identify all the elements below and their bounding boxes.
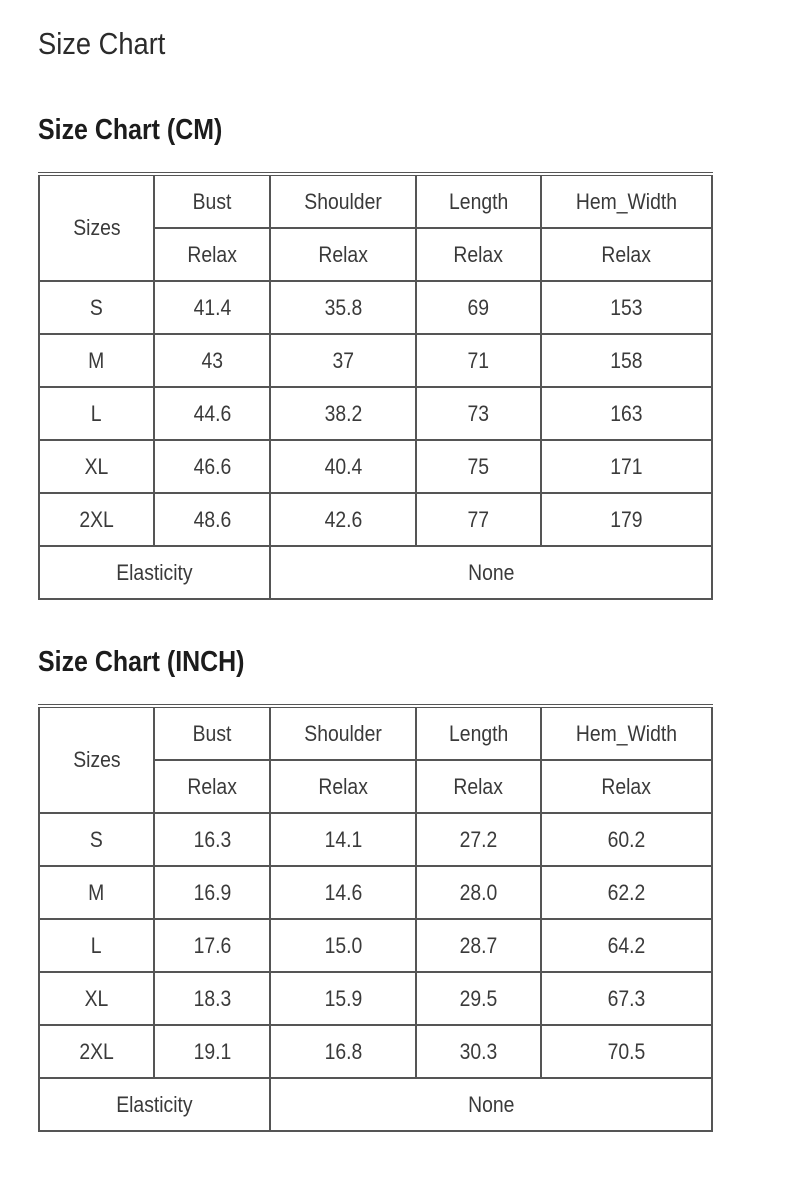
size-cell <box>39 281 154 334</box>
value-text: 179 <box>610 506 643 532</box>
table-row <box>39 334 712 387</box>
value-cell <box>541 440 712 493</box>
table-row <box>39 493 712 546</box>
value-cell <box>270 919 416 972</box>
value-cell <box>541 1025 712 1078</box>
size-label: XL <box>84 453 109 479</box>
value-text: 70.5 <box>607 1038 646 1064</box>
value-cell <box>270 493 416 546</box>
column-header-shoulder <box>270 174 416 228</box>
value-cell <box>541 281 712 334</box>
table-row <box>39 866 712 919</box>
page-title: Size Chart <box>38 26 166 61</box>
value-cell <box>154 440 270 493</box>
value-text: 44.6 <box>193 400 231 426</box>
value-text: 153 <box>610 294 643 320</box>
size-label: S <box>90 826 103 852</box>
fit-cell <box>416 228 541 281</box>
value-cell <box>541 813 712 866</box>
elasticity-label: Elasticity <box>116 1091 193 1117</box>
value-cell <box>416 1025 541 1078</box>
value-text: 15.0 <box>324 932 362 958</box>
value-text: 75 <box>467 453 490 479</box>
size-label: S <box>90 294 103 320</box>
sizes-header-cell <box>39 174 154 281</box>
fit-label: Relax <box>187 773 237 799</box>
fit-label: Relax <box>601 773 652 799</box>
size-cell <box>39 493 154 546</box>
value-text: 14.6 <box>324 879 362 905</box>
value-text: 29.5 <box>459 985 498 1011</box>
value-text: 163 <box>610 400 643 426</box>
value-cell <box>270 972 416 1025</box>
column-header-label: Length <box>448 188 509 214</box>
value-cell <box>270 1025 416 1078</box>
value-cell <box>154 387 270 440</box>
column-header-label: Hem_Width <box>575 188 678 214</box>
value-cell <box>270 813 416 866</box>
value-text: 19.1 <box>193 1038 231 1064</box>
value-text: 62.2 <box>607 879 646 905</box>
value-cell <box>541 866 712 919</box>
size-cell <box>39 387 154 440</box>
value-cell <box>541 387 712 440</box>
elasticity-value-cell <box>270 546 712 599</box>
elasticity-value: None <box>467 559 515 585</box>
column-header-shoulder <box>270 706 416 760</box>
table-row <box>39 440 712 493</box>
value-cell <box>154 866 270 919</box>
column-header-length <box>416 174 541 228</box>
column-header-label: Hem_Width <box>575 720 678 746</box>
value-cell <box>154 281 270 334</box>
column-header-label: Shoulder <box>304 720 382 746</box>
column-header-hem-width <box>541 706 712 760</box>
column-header-hem-width <box>541 174 712 228</box>
fit-label: Relax <box>318 241 368 267</box>
fit-cell <box>541 228 712 281</box>
value-text: 64.2 <box>607 932 646 958</box>
elasticity-label-cell <box>39 546 270 599</box>
fit-label: Relax <box>318 773 368 799</box>
column-header-label: Shoulder <box>304 188 382 214</box>
fit-label: Relax <box>453 241 504 267</box>
value-cell <box>154 813 270 866</box>
value-cell <box>416 919 541 972</box>
value-text: 16.3 <box>193 826 231 852</box>
size-chart-inch-heading: Size Chart (INCH) <box>38 646 245 678</box>
value-cell <box>270 334 416 387</box>
size-cell <box>39 334 154 387</box>
value-text: 171 <box>610 453 643 479</box>
size-cell <box>39 813 154 866</box>
value-cell <box>416 281 541 334</box>
value-cell <box>541 334 712 387</box>
header-row <box>39 706 712 760</box>
size-label: XL <box>84 985 109 1011</box>
value-cell <box>154 334 270 387</box>
table-row <box>39 281 712 334</box>
sizes-header: Sizes <box>72 747 121 772</box>
fit-cell <box>541 760 712 813</box>
column-header-bust <box>154 706 270 760</box>
size-chart-cm-table <box>38 172 713 600</box>
value-text: 17.6 <box>193 932 231 958</box>
value-text: 67.3 <box>607 985 646 1011</box>
value-cell <box>416 334 541 387</box>
elasticity-label: Elasticity <box>116 559 193 585</box>
value-text: 35.8 <box>324 294 362 320</box>
fit-cell <box>154 760 270 813</box>
value-text: 71 <box>467 347 490 373</box>
elasticity-label-cell <box>39 1078 270 1131</box>
value-text: 77 <box>467 506 490 532</box>
size-cell <box>39 1025 154 1078</box>
value-text: 27.2 <box>459 826 498 852</box>
value-text: 40.4 <box>324 453 362 479</box>
column-header-label: Bust <box>192 720 232 746</box>
value-cell <box>270 866 416 919</box>
column-header-length <box>416 706 541 760</box>
value-cell <box>154 972 270 1025</box>
fit-cell <box>416 760 541 813</box>
value-text: 42.6 <box>324 506 362 532</box>
value-cell <box>154 919 270 972</box>
value-text: 37 <box>332 347 354 373</box>
fit-label: Relax <box>187 241 237 267</box>
table-row <box>39 919 712 972</box>
value-text: 18.3 <box>193 985 231 1011</box>
size-label: 2XL <box>79 1038 114 1064</box>
value-text: 60.2 <box>607 826 646 852</box>
value-text: 38.2 <box>324 400 362 426</box>
value-cell <box>416 387 541 440</box>
value-cell <box>541 919 712 972</box>
value-text: 73 <box>467 400 490 426</box>
sizes-header-cell <box>39 706 154 813</box>
table-row <box>39 1025 712 1078</box>
value-cell <box>541 972 712 1025</box>
size-label: L <box>91 932 102 958</box>
value-text: 43 <box>201 347 223 373</box>
size-label: M <box>88 347 105 373</box>
value-cell <box>416 493 541 546</box>
fit-label: Relax <box>453 773 504 799</box>
value-text: 16.8 <box>324 1038 362 1064</box>
fit-cell <box>270 760 416 813</box>
column-header-bust <box>154 174 270 228</box>
value-text: 28.7 <box>459 932 498 958</box>
value-cell <box>154 493 270 546</box>
column-header-label: Length <box>448 720 509 746</box>
elasticity-value-cell <box>270 1078 712 1131</box>
sizes-header: Sizes <box>72 215 121 240</box>
size-cell <box>39 440 154 493</box>
value-cell <box>154 1025 270 1078</box>
size-label: M <box>88 879 105 905</box>
fit-cell <box>270 228 416 281</box>
table-row <box>39 972 712 1025</box>
value-cell <box>541 493 712 546</box>
value-text: 15.9 <box>324 985 362 1011</box>
column-header-label: Bust <box>192 188 232 214</box>
value-text: 14.1 <box>324 826 362 852</box>
table-row <box>39 813 712 866</box>
value-text: 158 <box>610 347 643 373</box>
size-chart-cm-heading: Size Chart (CM) <box>38 114 223 146</box>
value-cell <box>416 440 541 493</box>
value-text: 30.3 <box>459 1038 498 1064</box>
size-cell <box>39 972 154 1025</box>
size-label: L <box>91 400 102 426</box>
table-row <box>39 387 712 440</box>
size-chart-inch-table <box>38 704 713 1132</box>
size-cell <box>39 866 154 919</box>
value-cell <box>416 866 541 919</box>
value-cell <box>416 972 541 1025</box>
value-cell <box>270 281 416 334</box>
value-cell <box>416 813 541 866</box>
value-text: 46.6 <box>193 453 231 479</box>
value-text: 48.6 <box>193 506 231 532</box>
size-cell <box>39 919 154 972</box>
value-text: 69 <box>467 294 490 320</box>
value-cell <box>270 387 416 440</box>
value-text: 41.4 <box>193 294 231 320</box>
header-row <box>39 174 712 228</box>
value-text: 28.0 <box>459 879 498 905</box>
value-text: 16.9 <box>193 879 231 905</box>
size-label: 2XL <box>79 506 114 532</box>
elasticity-value: None <box>467 1091 515 1117</box>
elasticity-row <box>39 546 712 599</box>
fit-label: Relax <box>601 241 652 267</box>
elasticity-row <box>39 1078 712 1131</box>
value-cell <box>270 440 416 493</box>
fit-cell <box>154 228 270 281</box>
